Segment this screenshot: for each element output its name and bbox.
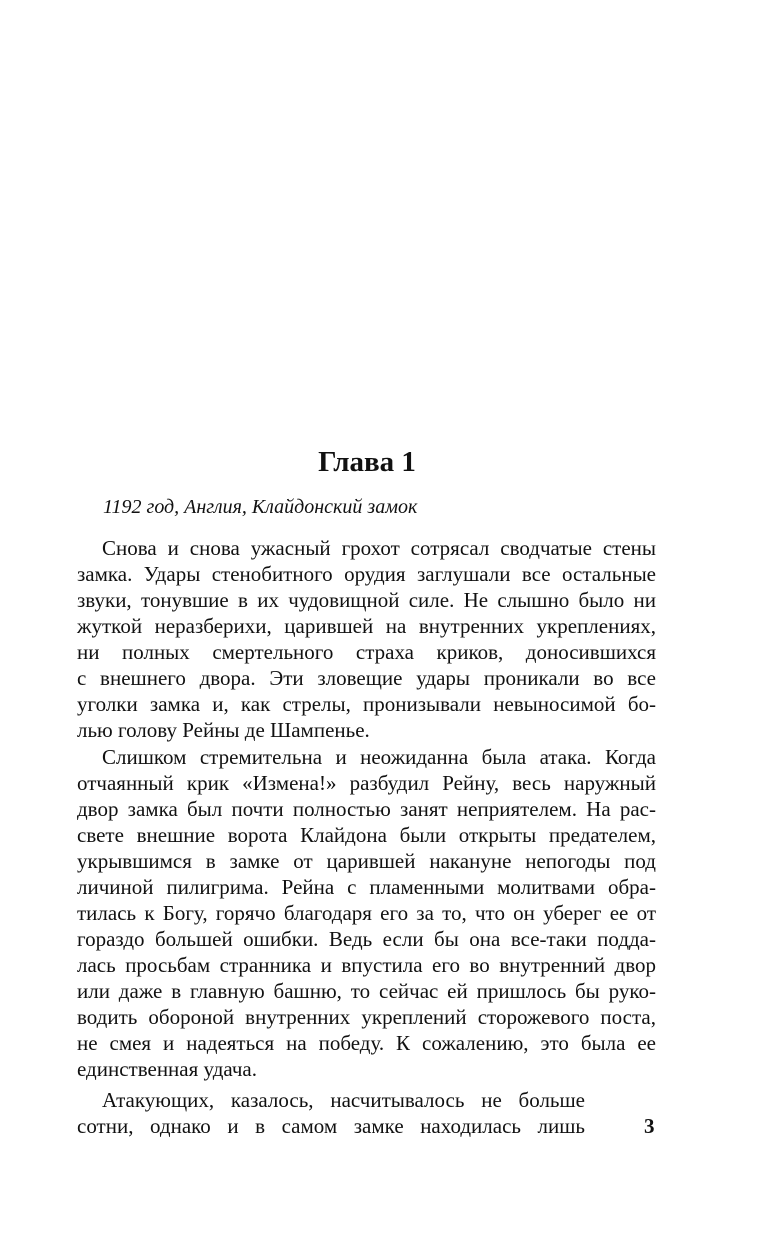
- text-line: двор замка был почти полностью занят неприятелем. На рас-: [77, 797, 656, 821]
- text-line: или даже в главную башню, то сейчас ей пришлось бы руко-: [77, 979, 656, 1003]
- text-line: свете внешние ворота Клайдона были открыты предателем,: [77, 823, 656, 847]
- text-line: укрывшимся в замке от царившей накануне непогоды под: [77, 849, 656, 873]
- text-line: лью голову Рейны де Шампенье.: [77, 718, 370, 742]
- text-line: жуткой неразберихи, царившей на внутренних укреплениях,: [77, 614, 656, 638]
- text-line: сотни, однако и в самом замке находилась лишь: [77, 1114, 585, 1138]
- text-line: лась просьбам странника и впустила его во внутренний двор: [77, 953, 656, 977]
- chapter-epigraph: 1192 год, Англия, Клайдонский замок: [103, 496, 418, 518]
- page-number: 3: [644, 1114, 655, 1138]
- text-line: единственная удача.: [77, 1057, 257, 1081]
- text-line: Атакующих, казалось, насчитывалось не больше: [102, 1088, 585, 1112]
- text-line: Слишком стремительна и неожиданна была атака. Когда: [102, 745, 656, 769]
- text-line: звуки, тонувшие в их чудовищной силе. Не слышно было ни: [77, 588, 656, 612]
- text-line: отчаянный крик «Измена!» разбудил Рейну, весь наружный: [77, 771, 656, 795]
- text-line: не смея и надеяться на победу. К сожалению, это была ее: [77, 1031, 656, 1055]
- text-line: уголки замка и, как стрелы, пронизывали невыносимой бо-: [77, 692, 656, 716]
- text-line: Снова и снова ужасный грохот сотрясал сводчатые стены: [102, 536, 656, 560]
- text-line: замка. Удары стенобитного орудия заглушали все остальные: [77, 562, 656, 586]
- text-line: с внешнего двора. Эти зловещие удары проникали во все: [77, 666, 656, 690]
- text-line: ни полных смертельного страха криков, доносившихся: [77, 640, 656, 664]
- text-line: тилась к Богу, горячо благодаря его за то, что он уберег ее от: [77, 901, 656, 925]
- text-line: водить обороной внутренних укреплений сторожевого поста,: [77, 1005, 656, 1029]
- chapter-title: Глава 1: [318, 446, 416, 478]
- text-line: гораздо большей ошибки. Ведь если бы она все-таки подда-: [77, 927, 656, 951]
- text-line: личиной пилигрима. Рейна с пламенными молитвами обра-: [77, 875, 656, 899]
